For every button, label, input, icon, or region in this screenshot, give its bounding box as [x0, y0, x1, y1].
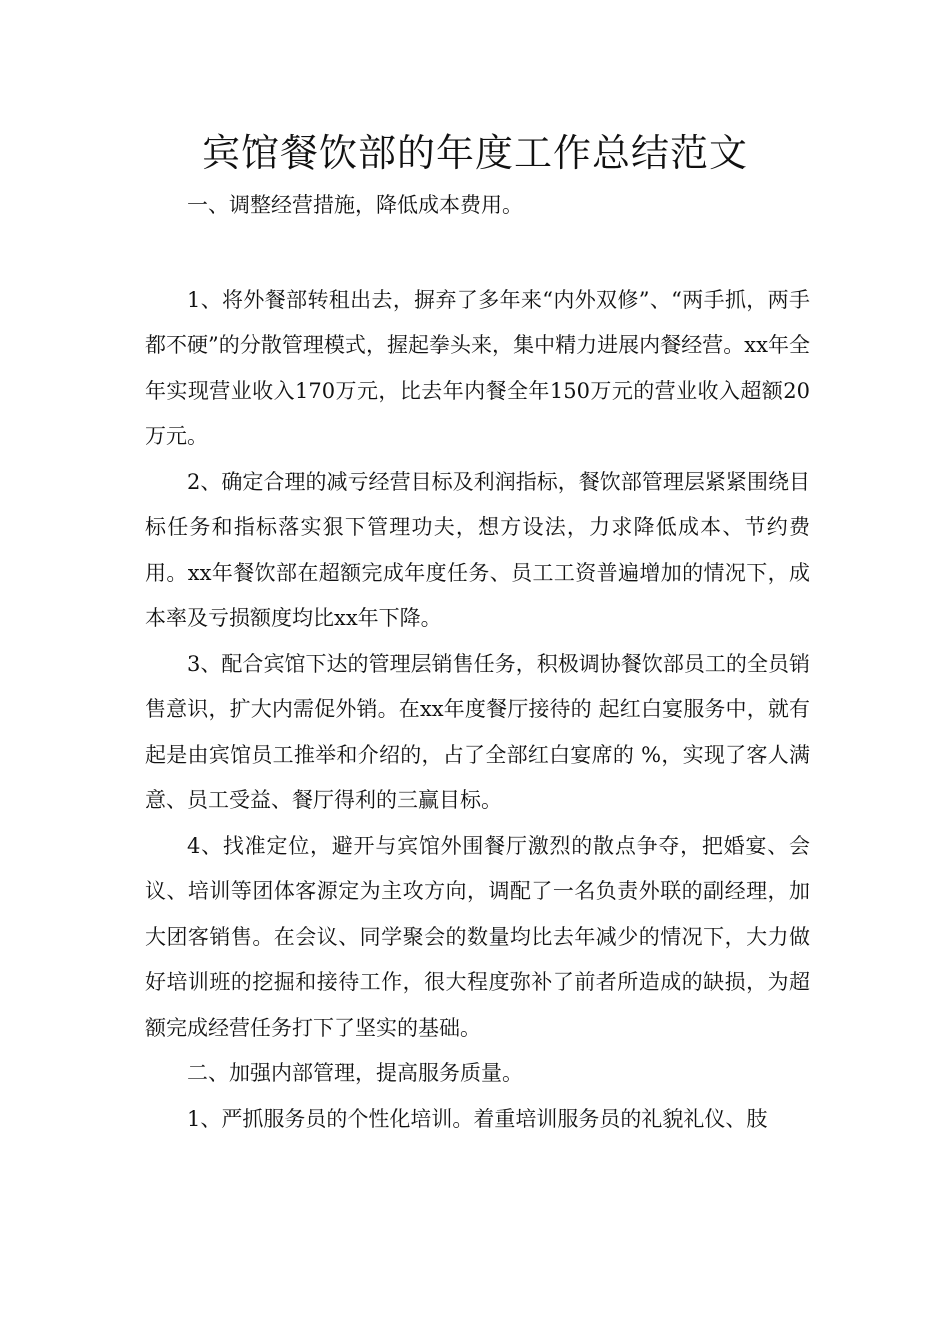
section-heading-2: 二、加强内部管理，提高服务质量。 — [187, 1061, 523, 1085]
paragraph-3: 3、配合宾馆下达的管理层销售任务，积极调协餐饮部员工的全员销售意识，扩大内需促外销。在xx年度餐厅接待的 起红白宴服务中，就有 起是由宾馆员工推举和介绍的，占了全部红白宴席的 %，实现了客人满意、员工受益、餐厅得利的三赢目标。 — [145, 651, 810, 812]
section-heading-1: 一、调整经营措施，降低成本费用。 — [187, 193, 523, 217]
paragraph-4: 4、找准定位，避开与宾馆外围餐厅激烈的散点争夺，把婚宴、会议、培训等团体客源定为主攻方向，调配了一名负责外联的副经理，加大团客销售。在会议、同学聚会的数量均比去年减少的情况下，大力做好培训班的挖掘和接待工作，很大程度弥补了前者所造成的缺损，为超额完成经营任务打下了坚实的基础。 — [145, 833, 810, 1040]
paragraph-2: 2、确定合理的减亏经营目标及利润指标，餐饮部管理层紧紧围绕目标任务和指标落实狠下管理功夫，想方设法，力求降低成本、节约费用。xx年餐饮部在超额完成年度任务、员工工资普遍增加的情况下，成本率及亏损额度均比xx年下降。 — [145, 469, 810, 630]
paragraph-1: 1、将外餐部转租出去，摒弃了多年来“内外双修”、“两手抓，两手都不硬”的分散管理模式，握起拳头来，集中精力进展内餐经营。xx年全年实现营业收入170万元，比去年内餐全年150万元的营业收入超额20万元。 — [145, 287, 810, 448]
document-title: 宾馆餐饮部的年度工作总结范文 — [201, 131, 748, 175]
paragraph-5: 1、严抓服务员的个性化培训。着重培训服务员的礼貌礼仪、肢 — [187, 1106, 768, 1131]
paragraph-gap — [145, 229, 810, 278]
document-body — [145, 183, 810, 1142]
